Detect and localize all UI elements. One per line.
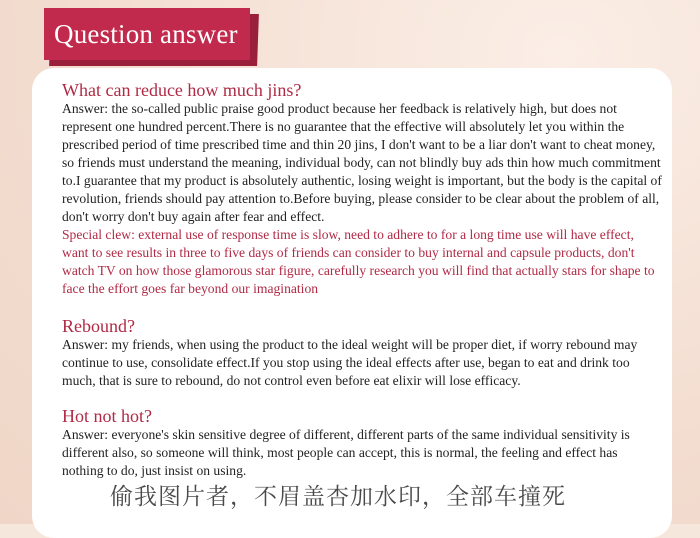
question-1: What can reduce how much jins? bbox=[62, 80, 302, 100]
special-note: Special clew: external use of response time is slow, need to adhere to for a long time use will have effect, want to see results in three to five days of friends can consider to buy internal and capsule products, don't watch TV on how those glamorous star figure, carefully research you will find that actually stars for shape to face the effort goes far beyond our imagination bbox=[62, 227, 655, 296]
header-banner bbox=[44, 8, 250, 60]
question-3: Hot not hot? bbox=[62, 406, 152, 426]
question-2: Rebound? bbox=[62, 316, 135, 336]
answer-2: Answer: my friends, when using the product to the ideal weight will be proper diet, if worry rebound may continue to use, consolidate effect.If you stop using the ideal effects after use, began to eat and drink too much, that is sure to rebound, do not control even before eat elixir will lose efficacy. bbox=[62, 337, 638, 388]
answer-3: Answer: everyone's skin sensitive degree of different, different parts of the same individual sensitivity is different also, so someone will think, most people can accept, this is normal, the feeling and effect has nothing to do, just insist on using. bbox=[62, 427, 630, 478]
qa-section-2 bbox=[62, 316, 662, 390]
qa-section-1 bbox=[62, 80, 662, 298]
qa-content bbox=[62, 80, 662, 480]
header-title: Question answer bbox=[54, 18, 238, 49]
qa-section-3 bbox=[62, 406, 662, 480]
answer-1: Answer: the so-called public praise good product because her feedback is relatively high, but does not represent one hundred percent.There is no guarantee that the effective will absolutely let you within the prescribed period of time prescribed time and thin 20 jins, I don't want to be a liar don't want to cheat money, so friends must understand the meaning, individual body, can not blindly buy ads thin how much commitment to.I guarantee that my product is absolutely authentic, losing weight is important, but the body is the capital of revolution, friends should pay attention to.Before buying, please consider to be clear about the problem of all, don't worry don't buy again after fear and effect. bbox=[62, 101, 662, 224]
watermark-text: 偷我图片者，不眉盖杏加水印，全部车撞死 bbox=[110, 484, 566, 510]
